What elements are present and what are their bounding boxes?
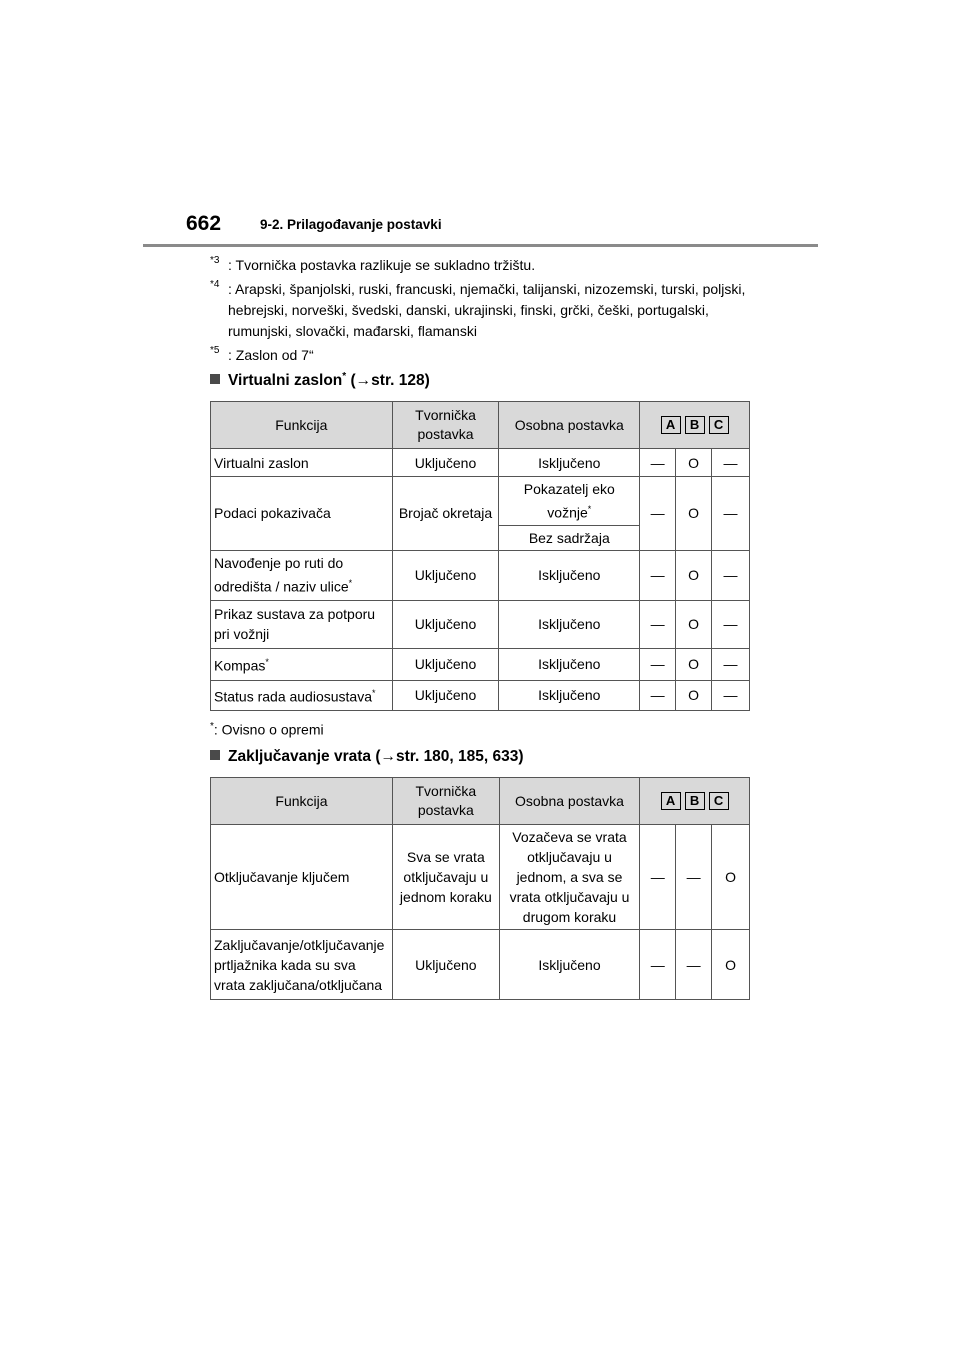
table-row bbox=[211, 449, 750, 477]
cell-personal: Isključeno bbox=[499, 600, 640, 648]
header-personal-setting: Osobna postavka bbox=[499, 778, 640, 825]
header-function: Funkcija bbox=[211, 778, 393, 825]
cell-factory: Uključeno bbox=[392, 550, 499, 600]
note-mark: *4 bbox=[210, 279, 220, 290]
cell-factory: Uključeno bbox=[392, 930, 499, 1000]
footnote-star: * bbox=[342, 371, 347, 382]
header-factory-setting: Tvornička postavka bbox=[392, 402, 499, 449]
cell-a: — bbox=[640, 680, 676, 710]
note-item bbox=[210, 345, 770, 366]
page-header bbox=[186, 212, 818, 246]
cell-factory: Uključeno bbox=[392, 680, 499, 710]
cell-function-text: Navođenje po ruti do odredišta / naziv ulice bbox=[214, 555, 349, 595]
cell-a: — bbox=[640, 648, 676, 680]
cell-personal: Isključeno bbox=[499, 449, 640, 477]
cell-b: — bbox=[676, 825, 712, 930]
cell-b: O bbox=[676, 648, 712, 680]
section-title: Zaključavanje vrata (→str. 180, 185, 633) bbox=[228, 748, 524, 765]
table-row bbox=[211, 550, 750, 600]
section-title: Virtualni zaslon bbox=[228, 372, 343, 390]
note-mark: *5 bbox=[210, 345, 220, 356]
cell-function: Virtualni zaslon bbox=[211, 449, 393, 477]
box-a-label: A bbox=[661, 792, 681, 810]
cell-personal: Isključeno bbox=[499, 550, 640, 600]
cell-personal-option: Bez sadržaja bbox=[499, 525, 640, 550]
cell-c: — bbox=[712, 449, 750, 477]
section-heading-virtual-display bbox=[210, 371, 430, 390]
cell-b: O bbox=[676, 449, 712, 477]
note-item bbox=[210, 255, 770, 276]
cell-b: O bbox=[676, 477, 712, 551]
cell-function bbox=[211, 648, 393, 680]
square-bullet-icon bbox=[210, 750, 220, 760]
note-mark: *3 bbox=[210, 255, 220, 266]
cell-c: O bbox=[712, 825, 750, 930]
section-reference: (→str. 128) bbox=[346, 372, 430, 390]
cell-function: Prikaz sustava za potporu pri vožnji bbox=[211, 600, 393, 648]
cell-c: O bbox=[712, 930, 750, 1000]
footnote-star: * bbox=[348, 578, 353, 589]
header-abc bbox=[640, 778, 750, 825]
cell-a: — bbox=[640, 930, 676, 1000]
cell-a: — bbox=[640, 550, 676, 600]
box-c-label: C bbox=[709, 792, 729, 810]
cell-function-text: Status rada audiosustava bbox=[214, 688, 372, 705]
cell-c: — bbox=[712, 477, 750, 551]
cell-b: O bbox=[676, 550, 712, 600]
footnote-star: * bbox=[587, 504, 592, 514]
cell-c: — bbox=[712, 600, 750, 648]
cell-personal: Isključeno bbox=[499, 930, 640, 1000]
table-footnote bbox=[210, 721, 324, 738]
table-row bbox=[211, 825, 750, 930]
cell-a: — bbox=[640, 825, 676, 930]
note-item bbox=[210, 279, 770, 342]
cell-personal: Vozačeva se vrata otključavaju u jednom, a sva se vrata otključavaju u drugom koraku bbox=[499, 825, 640, 930]
cell-personal: Isključeno bbox=[499, 648, 640, 680]
cell-factory: Uključeno bbox=[392, 648, 499, 680]
table-row bbox=[211, 648, 750, 680]
page-number: 662 bbox=[186, 212, 222, 235]
cell-personal bbox=[499, 477, 640, 526]
virtual-display-table bbox=[210, 401, 750, 711]
cell-c: — bbox=[712, 680, 750, 710]
header-abc bbox=[640, 402, 750, 449]
cell-a: — bbox=[640, 449, 676, 477]
cell-personal: Isključeno bbox=[499, 680, 640, 710]
cell-factory: Sva se vrata otključavaju u jednom koraku bbox=[392, 825, 499, 930]
cell-a: — bbox=[640, 600, 676, 648]
header-divider bbox=[143, 244, 818, 247]
square-bullet-icon bbox=[210, 374, 220, 384]
cell-function: Otključavanje ključem bbox=[211, 825, 393, 930]
box-a-label: A bbox=[661, 416, 681, 434]
door-lock-table bbox=[210, 777, 750, 1000]
footnote-star: * bbox=[265, 657, 269, 668]
cell-b: O bbox=[676, 600, 712, 648]
notes-list bbox=[210, 255, 770, 369]
cell-function: Podaci pokazivača bbox=[211, 477, 393, 551]
cell-factory: Brojač okretaja bbox=[392, 477, 499, 551]
cell-function bbox=[211, 550, 393, 600]
box-c-label: C bbox=[709, 416, 729, 434]
cell-factory: Uključeno bbox=[392, 600, 499, 648]
chapter-title: 9-2. Prilagođavanje postavki bbox=[260, 217, 442, 232]
cell-b: O bbox=[676, 680, 712, 710]
cell-function: Zaključavanje/otključavanje prtljažnika kada su sva vrata zaključana/otključana bbox=[211, 930, 393, 1000]
table-row bbox=[211, 680, 750, 710]
header-personal-setting: Osobna postavka bbox=[499, 402, 640, 449]
box-b-label: B bbox=[685, 792, 705, 810]
cell-function bbox=[211, 680, 393, 710]
cell-c: — bbox=[712, 550, 750, 600]
cell-factory: Uključeno bbox=[392, 449, 499, 477]
cell-a: — bbox=[640, 477, 676, 551]
box-b-label: B bbox=[685, 416, 705, 434]
footnote-text: : Ovisno o opremi bbox=[213, 721, 324, 738]
table-row bbox=[211, 477, 750, 526]
note-text: : Zaslon od 7“ bbox=[228, 347, 314, 363]
table-row bbox=[211, 600, 750, 648]
cell-c: — bbox=[712, 648, 750, 680]
note-text: : Arapski, španjolski, ruski, francuski, njemački, talijanski, nizozemski, turski, poljski, hebrejski, norveški, švedski, danski, ukrajinski, finski, grčki, češki, portugalski, rumunjski, slovački, mađarski, flamanski bbox=[228, 281, 746, 339]
footnote-star: * bbox=[372, 688, 376, 699]
header-function: Funkcija bbox=[211, 402, 393, 449]
cell-personal-option: Pokazatelj eko vožnje bbox=[523, 481, 615, 521]
header-factory-setting: Tvornička postavka bbox=[392, 778, 499, 825]
footnote-star: * bbox=[210, 721, 214, 732]
note-text: : Tvornička postavka razlikuje se sukladno tržištu. bbox=[228, 257, 536, 273]
cell-b: — bbox=[676, 930, 712, 1000]
cell-function-text: Kompas bbox=[214, 657, 266, 674]
table-row bbox=[211, 930, 750, 1000]
section-heading-door-lock bbox=[210, 748, 524, 766]
